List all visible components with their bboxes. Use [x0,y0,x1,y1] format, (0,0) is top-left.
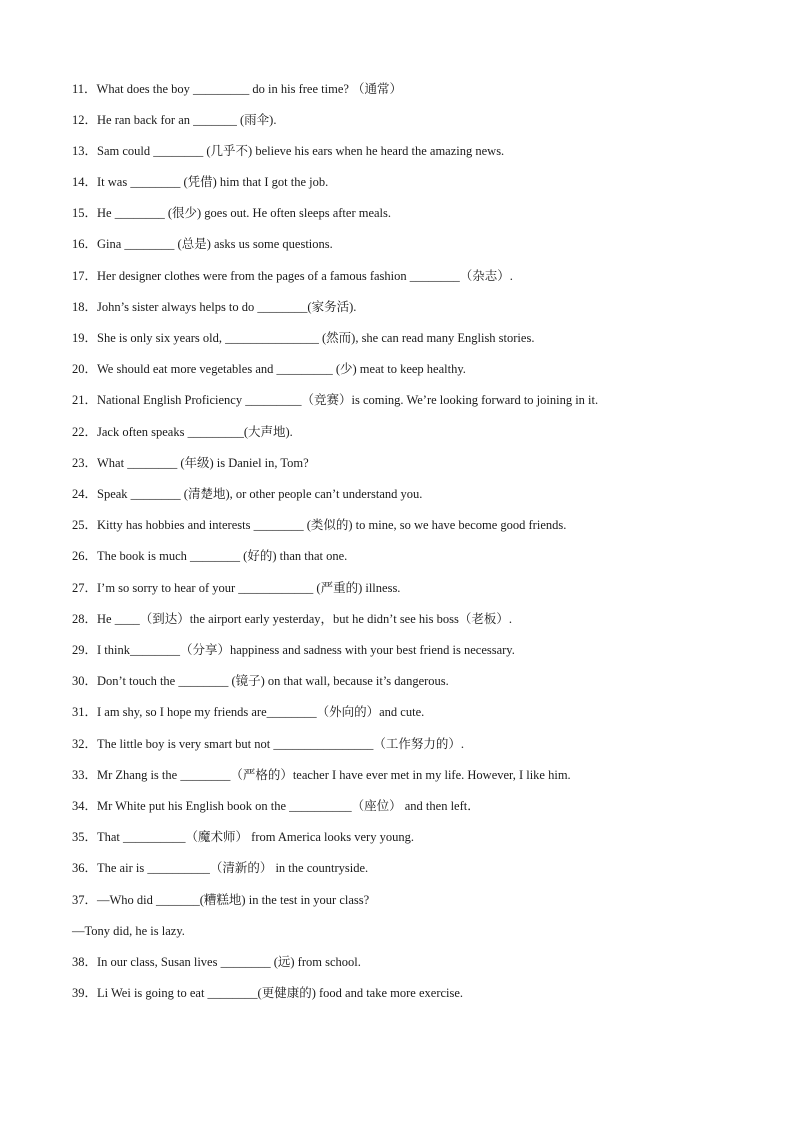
question-29: 29．I think________（分享）happiness and sadness with your best friend is necessary. [72,643,515,657]
question-16: 16．Gina ________ (总是) asks us some questions. [72,237,333,251]
question-22: 22．Jack often speaks _________(大声地). [72,425,293,439]
question-36: 36．The air is __________（清新的） in the countryside. [72,861,369,875]
question-28: 28．He ____（到达）the airport early yesterday，but he didn’t see his boss（老板）. [72,612,512,626]
question-35: 35．That __________（魔术师） from America looks very young. [72,830,414,844]
question-33: 33．Mr Zhang is the ________（严格的）teacher I have ever met in my life. However, I like him. [72,768,571,782]
question-23: 23．What ________ (年级) is Daniel in, Tom? [72,456,309,470]
question-27: 27．I’m so sorry to hear of your ____________ (严重的) illness. [72,581,401,595]
question-25: 25．Kitty has hobbies and interests ________ (类似的) to mine, so we have become good friends. [72,518,567,532]
question-20: 20．We should eat more vegetables and _________ (少) meat to keep healthy. [72,362,466,376]
question-13: 13．Sam could ________ (几乎不) believe his ears when he heard the amazing news. [72,144,505,158]
question-32: 32．The little boy is very smart but not ________________（工作努力的）. [72,737,464,751]
question-38: 38．In our class, Susan lives ________ (远) from school. [72,955,361,969]
question-24: 24．Speak ________ (清楚地), or other people can’t understand you. [72,487,423,501]
question-15: 15．He ________ (很少) goes out. He often sleeps after meals. [72,206,392,220]
question-21: 21．National English Proficiency _________（竞赛）is coming. We’re looking forward to joining in it. [72,393,599,407]
question-12: 12．He ran back for an _______ (雨伞). [72,113,277,127]
question-37-answer: —Tony did, he is lazy. [72,924,185,938]
question-14: 14．It was ________ (凭借) him that I got the job. [72,175,329,189]
question-18: 18．John’s sister always helps to do ________(家务活). [72,300,357,314]
question-39: 39．Li Wei is going to eat ________(更健康的) food and take more exercise. [72,986,464,1000]
question-31: 31．I am shy, so I hope my friends are________（外向的）and cute. [72,705,425,719]
question-30: 30．Don’t touch the ________ (镜子) on that wall, because it’s dangerous. [72,674,449,688]
question-37: 37．—Who did _______(糟糕地) in the test in your class? [72,893,370,907]
question-11: 11．What does the boy _________ do in his free time? （通常） [72,82,403,96]
question-19: 19．She is only six years old, _______________ (然而), she can read many English stories. [72,331,535,345]
question-34: 34．Mr White put his English book on the __________（座位） and then left． [72,799,480,813]
question-17: 17．Her designer clothes were from the pages of a famous fashion ________（杂志）. [72,269,513,283]
question-26: 26．The book is much ________ (好的) than that one. [72,549,348,563]
